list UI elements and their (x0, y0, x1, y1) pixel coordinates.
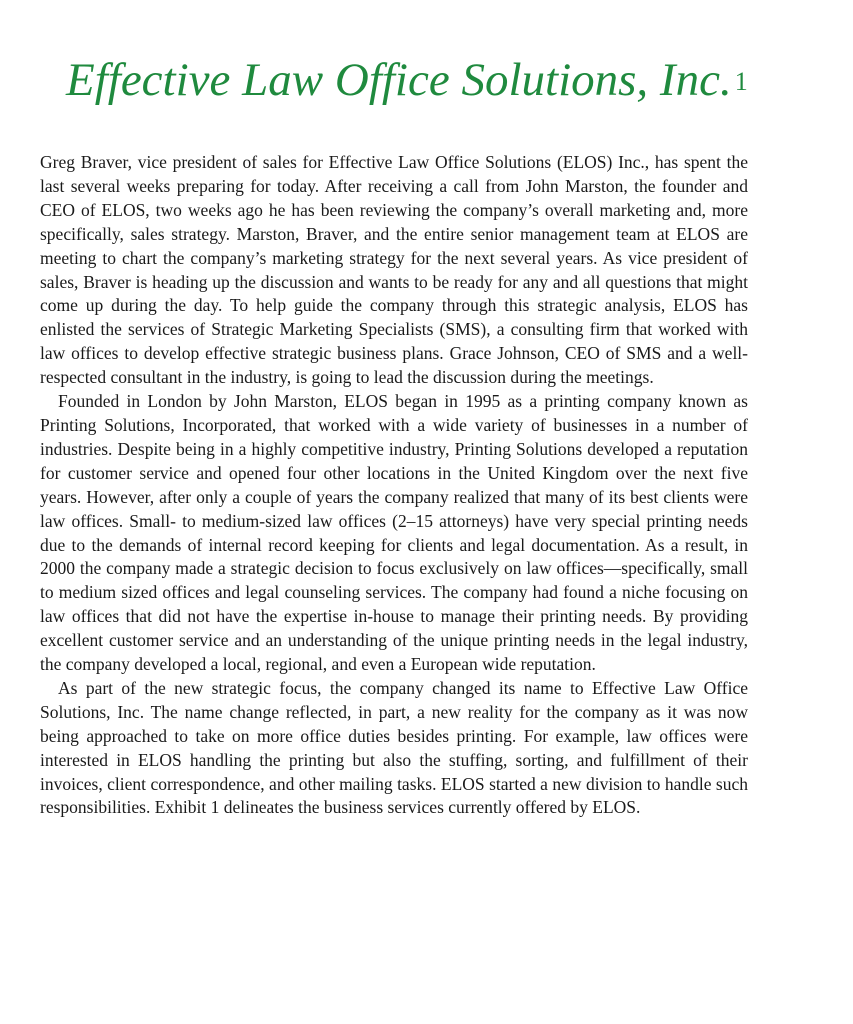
article-body (40, 151, 748, 820)
title-footnote-marker: 1 (734, 67, 748, 96)
paragraph-strategic-focus: As part of the new strategic focus, the company changed its name to Effective Law Office Solutions, Inc. The name change reflected, in part, a new reality for the company as it was now being approached to take on more office duties besides printing. For example, law offices were interested in ELOS handling the printing but also the stuffing, sorting, and fulfillment of their invoices, client correspondence, and other mailing tasks. ELOS started a new division to handle such responsibilities. Exhibit 1 delineates the business services currently offered by ELOS. (40, 677, 748, 818)
title-text: Effective Law Office Solutions, Inc. (66, 54, 732, 106)
paragraph-intro: Greg Braver, vice president of sales for Effective Law Office Solutions (ELOS) Inc., has spent the last several weeks preparing for today. After receiving a call from John Marston, the founder and CEO of ELOS, two weeks ago he has been reviewing the company’s overall marketing and, more specifically, sales strategy. Marston, Braver, and the entire senior management team at ELOS are meeting to chart the company’s marketing strategy for the next several years. As vice president of sales, Braver is heading up the discussion and wants to be ready for any and all questions that might come up during the day. To help guide the company through this strategic analysis, ELOS has enlisted the services of Strategic Marketing Specialists (SMS), a consulting firm that worked with law offices to develop effective strategic business plans. Grace Johnson, CEO of SMS and a well-respected consultant in the industry, is going to lead the discussion during the meetings. (40, 152, 748, 388)
document-title (66, 52, 748, 108)
paragraph-history: Founded in London by John Marston, ELOS began in 1995 as a printing company known as Printing Solutions, Incorporated, that worked with a wide variety of businesses in a number of industries. Despite being in a highly competitive industry, Printing Solutions developed a reputation for customer service and opened four other locations in the United Kingdom over the next five years. However, after only a couple of years the company realized that many of its best clients were law offices. Small- to medium-sized law offices (2–15 attorneys) have very special printing needs due to the demands of internal record keeping for clients and legal documentation. As a result, in 2000 the company made a strategic decision to focus exclusively on law offices—specifically, small to medium sized offices and legal counseling services. The company had found a niche focusing on law offices that did not have the expertise in-house to manage their printing needs. By providing excellent customer service and an understanding of the unique printing needs in the legal industry, the company developed a local, regional, and even a European wide reputation. (40, 391, 748, 675)
